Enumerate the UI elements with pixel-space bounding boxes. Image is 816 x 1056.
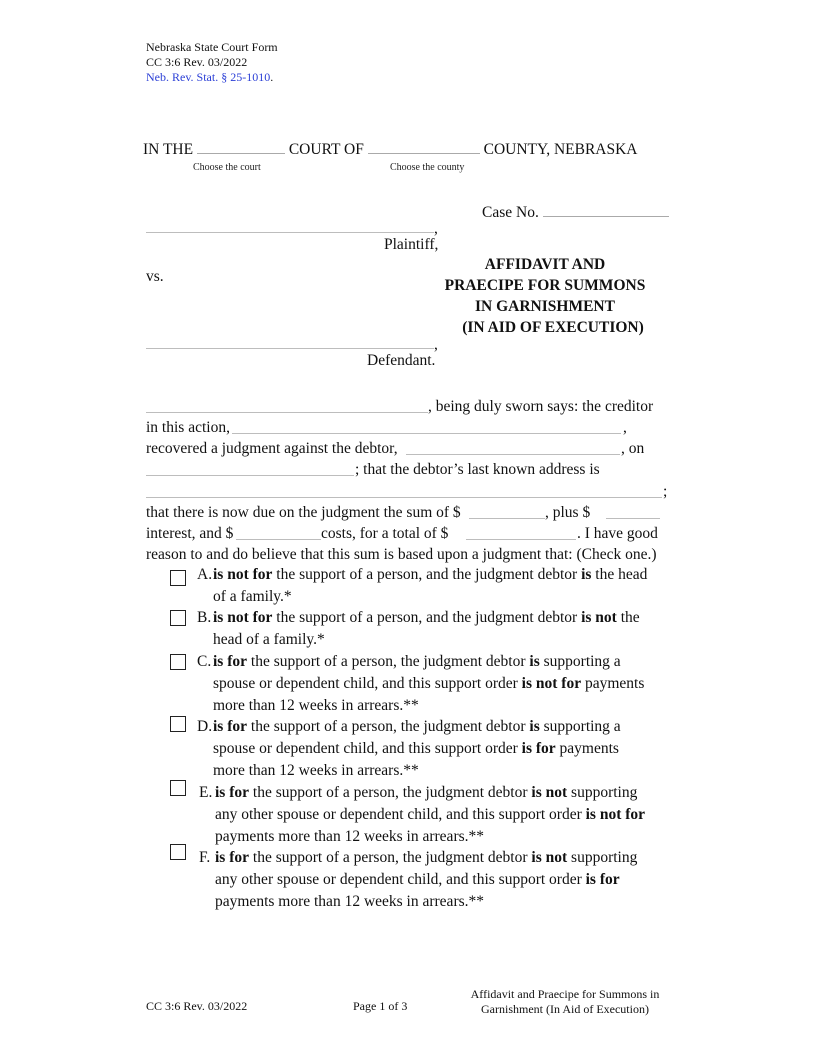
case-no-label: Case No. [482, 204, 539, 221]
checkbox-option-c[interactable] [170, 654, 186, 670]
option-letter: A. [197, 566, 213, 583]
option-text-line: head of a family.* [213, 631, 325, 648]
option-text-line: is for the support of a person, the judgment debtor is supporting a [213, 653, 621, 670]
option-text-line: any other spouse or dependent child, and this support order is for [215, 871, 620, 888]
county-field[interactable] [368, 139, 480, 154]
option-text-line: spouse or dependent child, and this support order is for payments [213, 740, 619, 757]
option-letter: D. [197, 718, 213, 735]
case-number-row [482, 202, 669, 223]
option-text-line: of a family.* [213, 588, 292, 605]
judgment-sum-field[interactable] [469, 518, 545, 519]
option-letter: C. [197, 653, 212, 670]
option-text-line: payments more than 12 weeks in arrears.** [215, 893, 485, 910]
option-d [197, 716, 621, 782]
document-title: AFFIDAVIT AND PRAECIPE FOR SUMMONS IN GARNISHMENT (IN AID OF EXECUTION) [444, 256, 646, 336]
option-text-line: payments more than 12 weeks in arrears.** [215, 828, 485, 845]
option-letter: B. [197, 609, 212, 626]
option-text-line: spouse or dependent child, and this support order is not for payments [213, 675, 645, 692]
statute-link[interactable]: Neb. Rev. Stat. § 25-1010 [146, 70, 271, 84]
option-letter: E. [199, 784, 213, 801]
option-text-line: is for the support of a person, the judgment debtor is not supporting [215, 784, 638, 801]
form-header: Nebraska State Court Form CC 3:6 Rev. 03/2022 Neb. Rev. Stat. § 25-1010. [146, 40, 278, 84]
defendant-name-field[interactable] [146, 348, 434, 349]
option-text-line: is for the support of a person, the judgment debtor is supporting a [213, 718, 621, 735]
option-text-line: any other spouse or dependent child, and this support order is not for [215, 806, 646, 823]
option-c [197, 651, 644, 717]
option-text-line: more than 12 weeks in arrears.** [213, 762, 419, 779]
footer-document-title: Affidavit and Praecipe for Summons in Garnishment (In Aid of Execution) [470, 987, 660, 1016]
interest-field[interactable] [606, 518, 660, 519]
form-revision: CC 3:6 Rev. 03/2022 [146, 55, 248, 69]
option-text-line: is not for the support of a person, and the judgment debtor is not the [213, 609, 640, 626]
plaintiff-name-field[interactable] [146, 232, 434, 233]
checkbox-option-a[interactable] [170, 570, 186, 586]
option-text-line: is not for the support of a person, and the judgment debtor is the head [213, 566, 648, 583]
creditor-name-field[interactable] [232, 433, 621, 434]
option-f [199, 847, 637, 913]
checkbox-option-b[interactable] [170, 610, 186, 626]
court-field[interactable] [197, 139, 285, 154]
affiant-name-field[interactable] [146, 412, 428, 413]
versus-label: vs. [146, 268, 164, 285]
footer-revision: CC 3:6 Rev. 03/2022 [146, 999, 248, 1013]
checkbox-option-d[interactable] [170, 716, 186, 732]
case-number-field[interactable] [543, 202, 669, 217]
county-hint: Choose the county [390, 162, 465, 173]
option-e [199, 782, 645, 848]
costs-field[interactable] [236, 539, 321, 540]
debtor-address-field[interactable] [146, 497, 662, 498]
checkbox-option-e[interactable] [170, 780, 186, 796]
court-caption: IN THE COURT OF COUNTY, NEBRASKA [143, 141, 638, 158]
option-a [197, 564, 647, 608]
option-text-line: more than 12 weeks in arrears.** [213, 697, 419, 714]
total-field[interactable] [466, 539, 576, 540]
debtor-name-field[interactable] [406, 454, 620, 455]
defendant-label: Defendant. [367, 352, 436, 369]
option-letter: F. [199, 849, 211, 866]
checkbox-option-f[interactable] [170, 844, 186, 860]
court-hint: Choose the court [193, 162, 261, 173]
option-b [197, 607, 640, 651]
form-name: Nebraska State Court Form [146, 40, 278, 54]
judgment-date-field[interactable] [146, 475, 354, 476]
plaintiff-label: Plaintiff, [384, 236, 439, 253]
option-text-line: is for the support of a person, the judgment debtor is not supporting [215, 849, 638, 866]
footer-page-number: Page 1 of 3 [353, 999, 408, 1013]
